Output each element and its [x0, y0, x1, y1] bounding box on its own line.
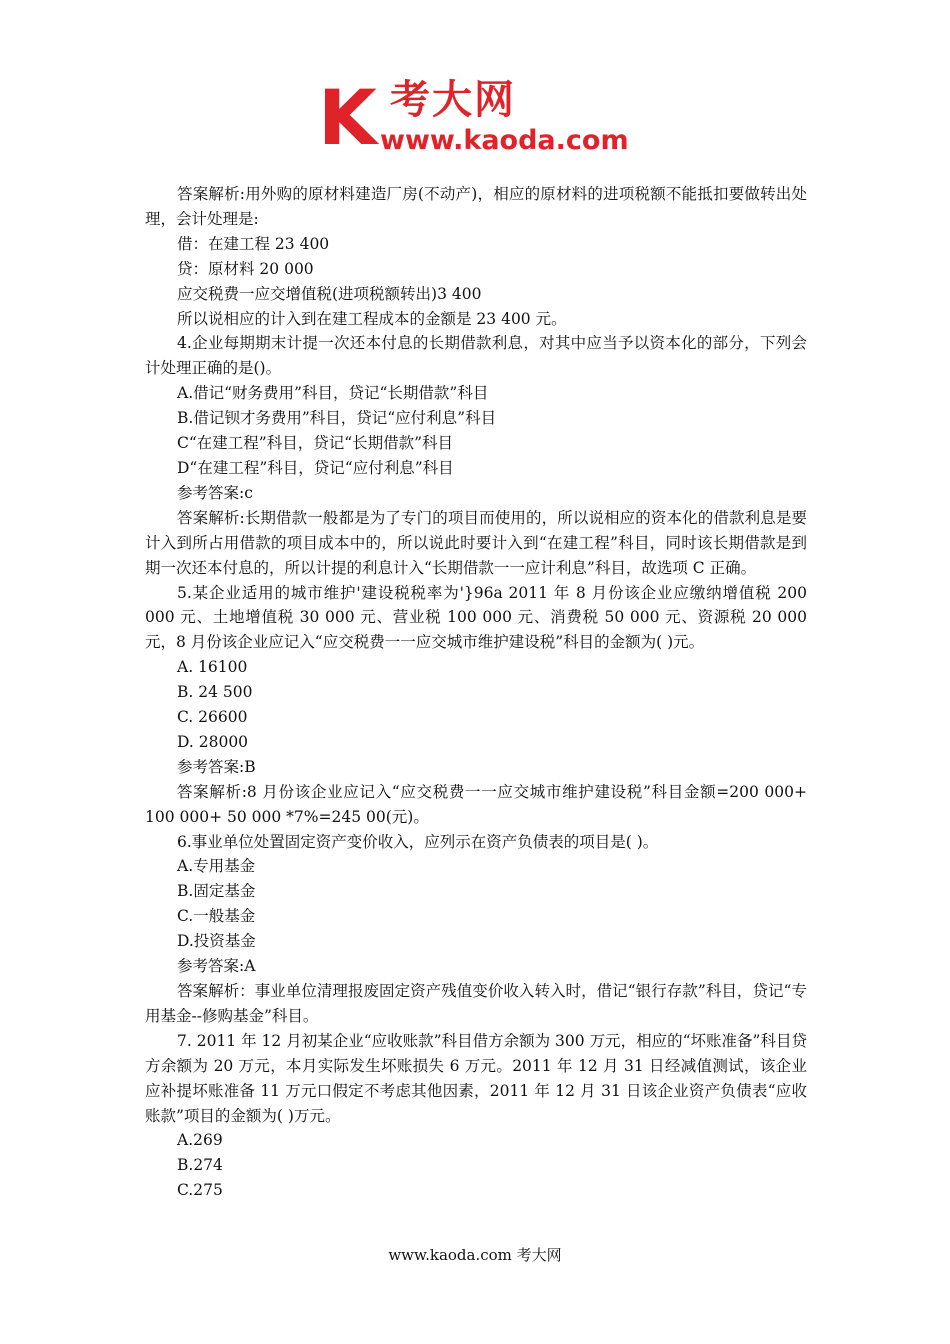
reference-answer: 参考答案:c [177, 483, 253, 502]
kaoda-logo [318, 73, 638, 162]
logo-k-mark: K [318, 73, 373, 162]
answer-explanation: 答案解析:8 月份该企业应记入“应交税费一一应交城市维护建设税”科目金额=200 000+ 100 000+ 50 000 *7%=245 00(元)。 [145, 782, 807, 826]
question-6: 6.事业单位处置固定资产变价收入，应列示在资产负债表的项目是( )。 [177, 832, 659, 851]
logo-url: www.kaoda.com [380, 125, 629, 156]
option: A. 16100 [177, 658, 248, 677]
reference-answer: 参考答案:B [177, 757, 256, 776]
reference-answer: 参考答案:A [177, 957, 256, 976]
paragraph: 答案解析:用外购的原材料建造厂房(不动产)，相应的原材料的进项税额不能抵扣要做转出处理，会计处理是: [145, 185, 807, 228]
answer-explanation: 答案解析：事业单位清理报废固定资产残值变价收入转入时，借记“银行存款”科目，贷记“专用基金--修购基金”科目。 [145, 982, 807, 1025]
document-body [145, 182, 807, 1203]
answer-explanation: 答案解析:长期借款一般都是为了专门的项目而使用的，所以说相应的资本化的借款利息是要计入到所占用借款的项目成本中的，所以说此时要计入到“在建工程”科目，同时该长期借款是到期一次还本付息的，所以计提的利息计入“长期借款一一应计利息”科目，故选项 C 正确。 [145, 508, 807, 577]
option: B. 24 500 [177, 683, 253, 702]
paragraph: 贷：原材料 20 000 [177, 259, 314, 278]
paragraph: 借：在建工程 23 400 [177, 234, 330, 253]
option: C.一般基金 [177, 907, 256, 926]
option: C. 26600 [177, 708, 248, 727]
option: D.投资基金 [177, 932, 256, 951]
option: A.借记“财务费用”科目，贷记“长期借款”科目 [177, 384, 489, 403]
option: B.274 [177, 1156, 223, 1175]
option: D. 28000 [177, 732, 249, 751]
option: A.269 [177, 1131, 223, 1150]
question-5: 5.某企业适用的城市维护'建设税税率为'}96a 2011 年 8 月份该企业应缴纳增值税 200 000 元、土地增值税 30 000 元、营业税 100 000 元、消费税 50 000 元、资源税 20 000 元，8 月份该企业应记入“应交税费一一应交城市维护建设税”科目的金额为( )元。 [145, 583, 807, 652]
option: D“在建工程”科目，贷记“应付利息”科目 [177, 458, 454, 477]
option: C“在建工程”科目，贷记“长期借款”科目 [177, 434, 454, 453]
paragraph: 应交税费一应交增值税(进项税额转出)3 400 [177, 284, 482, 303]
option: C.275 [177, 1181, 223, 1200]
option: B.借记钡才务费用”科目，贷记“应付利息”科目 [177, 409, 497, 428]
option: B.固定基金 [177, 882, 256, 901]
option: A.专用基金 [177, 857, 256, 876]
logo-site-name: 考大网 [390, 77, 516, 123]
question-4: 4.企业每期期末计提一次还本付息的长期借款利息，对其中应当予以资本化的部分，下列会计处理正确的是()。 [145, 334, 807, 378]
question-7: 7. 2011 年 12 月初某企业“应收账款”科目借方余额为 300 万元，相应的“坏账准备”科目贷方余额为 20 万元，本月实际发生坏账损失 6 万元。2011 年 12 月 31 日经减值测试，该企业应补提坏账准备 11 万元口假定不考虑其他因素，2011 年 12 月 31 日该企业资产负债表“应收账款”项目的金额为( )万元。 [145, 1031, 808, 1125]
paragraph: 所以说相应的计入到在建工程成本的金额是 23 400 元。 [177, 309, 567, 328]
page-footer: www.kaoda.com 考大网 [388, 1246, 562, 1264]
